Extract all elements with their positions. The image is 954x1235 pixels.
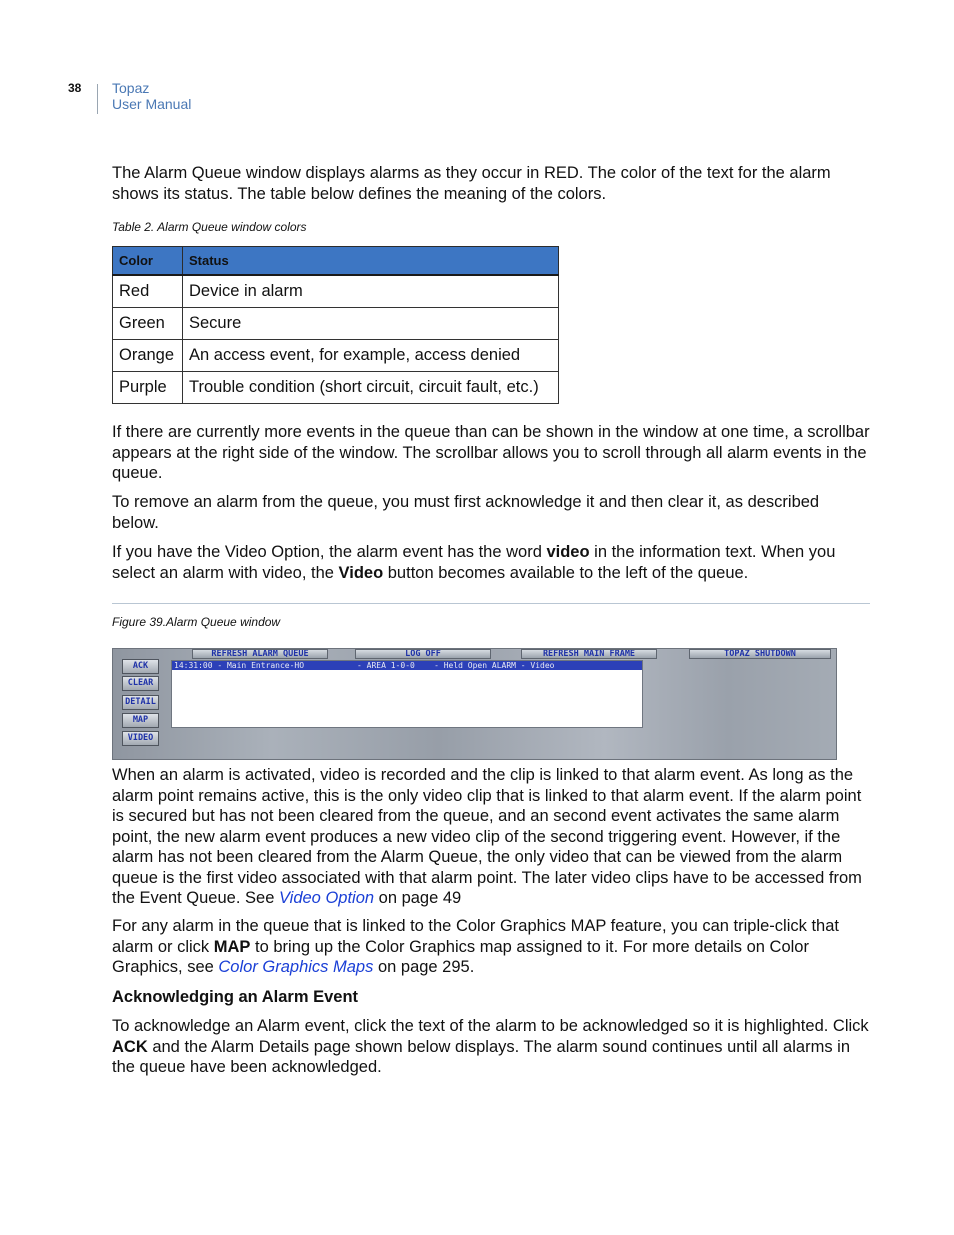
alarm-list[interactable]	[171, 660, 643, 728]
topaz-shutdown-button[interactable]: TOPAZ SHUTDOWN	[689, 649, 831, 659]
intro-paragraph: The Alarm Queue window displays alarms as they occur in RED. The color of the text for the alarm shows its status. The table below defines the meaning of the colors.	[112, 164, 831, 203]
table-cell-color: Orange	[113, 340, 183, 372]
table-cell-color: Red	[113, 275, 183, 308]
clear-button[interactable]: CLEAR	[122, 676, 159, 691]
refresh-alarm-queue-button[interactable]: REFRESH ALARM QUEUE	[192, 649, 328, 659]
table-cell-status: Secure	[183, 308, 559, 340]
video-clip-paragraph	[112, 765, 870, 909]
bold-term-video: video	[546, 543, 590, 561]
header-divider	[97, 84, 98, 114]
text-run: To acknowledge an Alarm event, click the text of the alarm to be acknowledged so it is highlighted. Click	[112, 1017, 869, 1035]
table-header-row	[113, 247, 559, 276]
bold-term-ack: ACK	[112, 1037, 148, 1056]
table-row	[113, 340, 559, 372]
table-caption: Table 2. Alarm Queue window colors	[112, 220, 307, 234]
figure-caption: Figure 39.Alarm Queue window	[112, 615, 281, 629]
map-paragraph	[112, 916, 870, 978]
list-item[interactable]: 14:31:00 - Main Entrance-HO - AREA 1-0-0 - Held Open ALARM - Video	[172, 661, 642, 670]
text-run: and the Alarm Details page shown below displays. The alarm sound continues until all alarms in the queue have been acknowledged.	[112, 1037, 850, 1076]
table-row	[113, 275, 559, 308]
text-run: For any alarm in the queue that is linked to the Color Graphics MAP feature, you can triple-click that alarm or click	[112, 917, 839, 956]
header-manual: User Manual	[112, 96, 192, 112]
text-run: to bring up the Color Graphics map assigned to it. For more details on Color Graphics, see	[112, 937, 809, 976]
table-cell-status: Device in alarm	[183, 275, 559, 308]
table-cell-color: Green	[113, 308, 183, 340]
header-product: Topaz	[112, 80, 150, 96]
video-option-paragraph	[112, 542, 870, 583]
alarm-colors-table	[112, 246, 559, 404]
text-run: on page 295.	[373, 958, 475, 976]
remove-paragraph: To remove an alarm from the queue, you must first acknowledge it and then clear it, as described below.	[112, 493, 820, 532]
scrollbar-paragraph: If there are currently more events in the queue than can be shown in the window at one time, a scrollbar appears at the right side of the window. The scrollbar allows you to scroll through all alarm events in the queue.	[112, 423, 870, 482]
table-row	[113, 372, 559, 404]
log-off-button[interactable]: LOG OFF	[355, 649, 491, 659]
text-run: in the information text. When you select an alarm with video, the	[112, 543, 836, 582]
detail-button[interactable]: DETAIL	[122, 695, 159, 710]
table-cell-status: Trouble condition (short circuit, circuit fault, etc.)	[183, 372, 559, 404]
page-number: 38	[68, 81, 82, 95]
alarm-queue-window	[112, 648, 837, 760]
text-run: If you have the Video Option, the alarm event has the word	[112, 543, 547, 561]
video-option-link[interactable]: Video Option	[278, 889, 375, 907]
ack-button[interactable]: ACK	[122, 659, 159, 674]
text-run: button becomes available to the left of the queue.	[383, 563, 749, 582]
table-row	[113, 308, 559, 340]
bold-term-map: MAP	[213, 937, 251, 956]
text-run: When an alarm is activated, video is recorded and the clip is linked to that alarm event. As long as the alarm point remains active, this is the only video clip that is linked to that alarm event. If the alarm point is secured but has not been cleared from the queue, and an second event activates the same alarm point, the new alarm event produces a new video clip of the second triggering event. However, if the alarm has not been cleared from the Alarm Queue, the only video that can be viewed from the alarm queue is the first video associated with that alarm point. The later video clips have to be accessed from the Event Queue. See	[112, 766, 862, 907]
text-run: on page 49	[374, 889, 462, 907]
acknowledge-paragraph	[112, 1016, 870, 1078]
video-button[interactable]: VIDEO	[122, 731, 159, 746]
column-header-color: Color	[113, 247, 183, 276]
table-cell-color: Purple	[113, 372, 183, 404]
map-button[interactable]: MAP	[122, 713, 159, 728]
section-heading: Acknowledging an Alarm Event	[112, 988, 359, 1006]
color-graphics-maps-link[interactable]: Color Graphics Maps	[218, 958, 374, 976]
header-titles	[112, 80, 191, 112]
refresh-main-frame-button[interactable]: REFRESH MAIN FRAME	[521, 649, 657, 659]
bold-term-video-button: Video	[338, 563, 384, 582]
figure-divider	[112, 603, 870, 604]
table-cell-status: An access event, for example, access denied	[183, 340, 559, 372]
column-header-status: Status	[183, 247, 559, 276]
